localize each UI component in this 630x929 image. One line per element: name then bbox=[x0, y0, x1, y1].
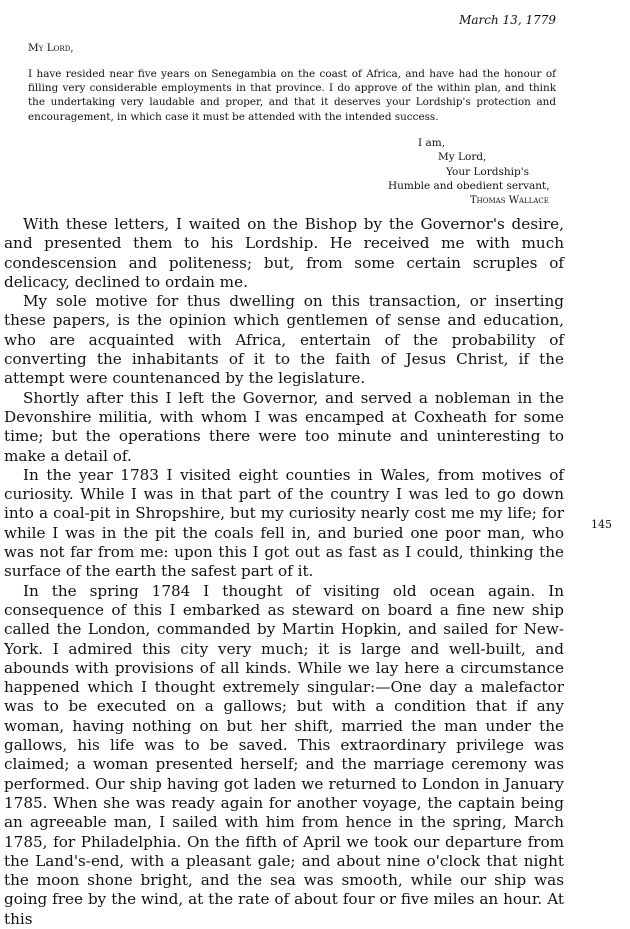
closing-line: My Lord, bbox=[438, 151, 487, 164]
closing-line: I am, bbox=[418, 137, 446, 149]
paragraph: In the spring 1784 I thought of visiting old ocean again. In consequence of this I embarked as steward on board a fine new ship called the London, commanded by Martin Hopkin, and sailed for New-York. I admired this city very much; it is large and well-built, and abounds with provisions of all kinds. While we lay here a circumstance happened which I thought extremely singular:—One day a malefactor was to be executed on a gallows; but with a condition that if any woman, having nothing on but her shift, married the man under the gallows, his life was to be saved. This extraordinary privilege was claimed; a woman presented herself; and the marriage ceremony was performed. Our ship having got laden we returned to London in January 1785. When she was ready again for another voyage, the captain being an agreeable man, I sailed with him from hence in the spring, March 1785, for Philadelphia. On the fifth of April we took our departure from the Land's-end, with a pleasant gale; and about nine o'clock that night the moon shone bright, and the sea was smooth, while our ship was going free by the wind, at the rate of about four or five miles an hour. At this bbox=[4, 581, 564, 928]
letter-date: March 13, 1779 bbox=[459, 13, 556, 27]
letter-salutation: My Lord, bbox=[28, 42, 74, 54]
paragraph: With these letters, I waited on the Bishop by the Governor's desire, and presented them to his Lordship. He received me with much condescension and politeness; but, from some certain scruples of delicacy, declined to ordain me. bbox=[4, 215, 564, 291]
page-number: 145 bbox=[591, 518, 612, 531]
letter-signature: Thomas Wallace bbox=[470, 194, 549, 206]
paragraph: In the year 1783 I visited eight counties in Wales, from motives of curiosity. While I was in that part of the country I was led to go down into a coal-pit in Shropshire, but my curiosity nearly cost me my life; for while I was in the pit the coals fell in, and buried one poor man, who was not far from me: upon this I got out as fast as I could, thinking the surface of the earth the safest part of it. bbox=[4, 465, 564, 581]
closing-line: Humble and obedient servant, bbox=[388, 180, 550, 193]
main-text bbox=[4, 215, 564, 929]
closing-line: Your Lordship's bbox=[446, 165, 530, 178]
paragraph: Shortly after this I left the Governor, and served a nobleman in the Devonshire militia, with whom I was encamped at Coxheath for some time; but the operations there were too minute and uninteresting to make a detail of. bbox=[4, 388, 564, 465]
letter-body: I have resided near five years on Senegambia on the coast of Africa, and have had the honour of filling very considerable employments in that province. I do approve of the within plan, and think the undertaking very laudable and proper, and that it deserves your Lordship's protection and encouragement, in which case it must be attended with the intended success. bbox=[28, 68, 556, 123]
letter-closing bbox=[388, 136, 550, 208]
paragraph: My sole motive for thus dwelling on this transaction, or inserting these papers, is the opinion which gentlemen of sense and education, who are acquainted with Africa, entertain of the probability of converting the inhabitants of it to the faith of Jesus Christ, if the attempt were countenanced by the legislature. bbox=[4, 292, 564, 388]
